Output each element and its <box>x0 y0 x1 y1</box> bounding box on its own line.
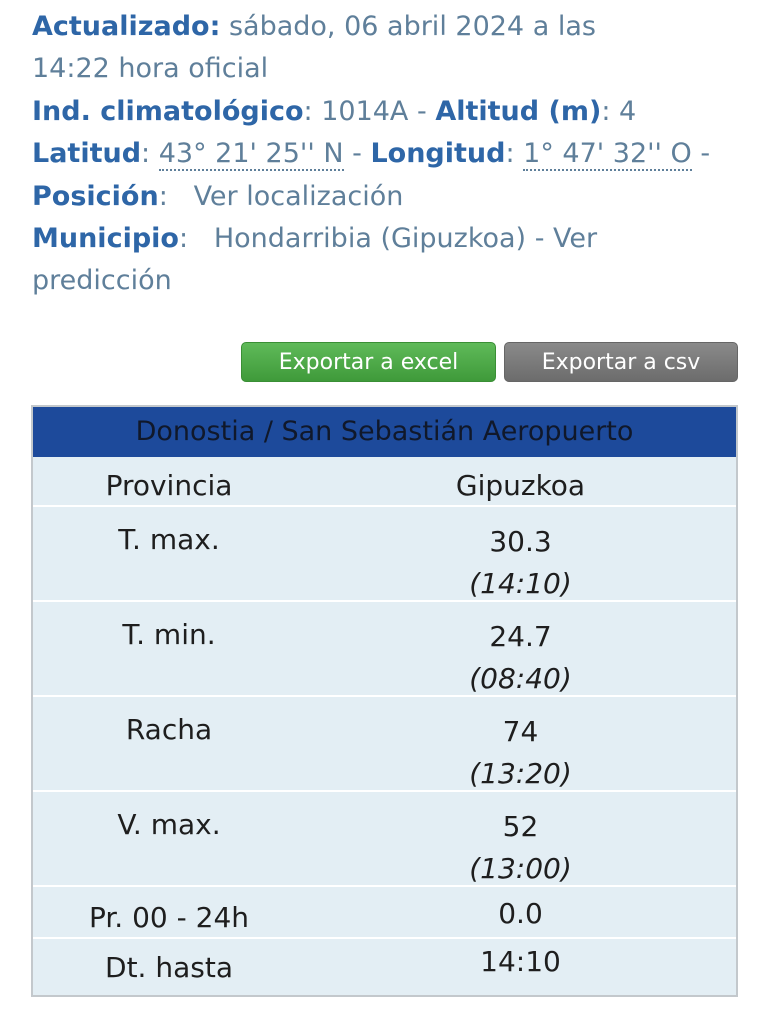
row-label: Racha <box>125 713 213 746</box>
indicator-label: Ind. climatológico <box>32 95 304 127</box>
altitude-value: 4 <box>619 95 637 127</box>
row-value: 52 <box>502 810 539 843</box>
table-row <box>33 602 736 697</box>
indicator-line: Ind. climatológico: 1014A - Altitud (m): 4 <box>32 95 637 127</box>
table-header <box>33 407 736 457</box>
longitude-value[interactable]: 1° 47' 32'' O <box>523 138 692 170</box>
row-value: 0.0 <box>498 897 543 930</box>
position-line: Posición: Ver localización <box>32 180 404 212</box>
export-excel-button[interactable]: Exportar a excel <box>241 342 496 382</box>
row-value: 14:10 <box>480 945 561 978</box>
row-label: Provincia <box>105 469 233 502</box>
municipality-label: Municipio <box>32 223 179 255</box>
table-row <box>33 792 736 887</box>
table-row <box>33 507 736 602</box>
row-value: 74 <box>502 715 539 748</box>
row-value-cell <box>305 697 736 790</box>
municipality-value: Hondarribia (Gipuzkoa) <box>213 223 527 255</box>
station-data-table <box>31 405 738 997</box>
prediction-link[interactable]: Ver <box>553 223 598 255</box>
prediction-line <box>32 260 732 302</box>
updated-line-2 <box>32 48 732 90</box>
row-label: Dt. hasta <box>105 951 233 984</box>
row-value-cell <box>305 792 736 885</box>
municipality-line: Municipio: Hondarribia (Gipuzkoa) - Ver <box>32 223 598 255</box>
indicator-value: 1014A <box>321 95 409 127</box>
updated-time: 14:22 hora oficial <box>32 53 269 85</box>
updated-label: Actualizado: <box>32 11 221 42</box>
row-value: Gipuzkoa <box>455 469 586 502</box>
table-row <box>33 939 736 989</box>
row-label: Pr. 00 - 24h <box>88 901 250 934</box>
prediction-link-cont[interactable]: predicción <box>32 265 172 297</box>
station-name: Donostia / San Sebastián Aeropuerto <box>135 416 634 447</box>
station-info <box>32 6 732 303</box>
row-time: (14:10) <box>469 567 572 600</box>
altitude-label: Altitud (m) <box>435 95 602 127</box>
row-value: 30.3 <box>489 525 552 558</box>
latitude-label: Latitud <box>32 138 142 170</box>
row-label: V. max. <box>117 808 221 841</box>
position-label: Posición <box>32 180 159 212</box>
row-time: (13:20) <box>469 757 572 790</box>
coordinates-line: Latitud: 43° 21' 25'' N - Longitud: 1° 47' 32'' O - <box>32 138 711 170</box>
table-row <box>33 887 736 939</box>
row-label: T. max. <box>118 523 220 556</box>
export-csv-button[interactable]: Exportar a csv <box>504 342 738 382</box>
row-value: 24.7 <box>489 620 552 653</box>
row-value-cell <box>305 602 736 695</box>
row-time: (13:00) <box>469 852 572 885</box>
latitude-value[interactable]: 43° 21' 25'' N <box>158 138 344 170</box>
row-value-cell <box>305 507 736 600</box>
updated-value: sábado, 06 abril 2024 a las <box>228 11 596 42</box>
position-link[interactable]: Ver localización <box>193 180 404 212</box>
table-row <box>33 697 736 792</box>
updated-line <box>32 6 732 48</box>
row-label: T. min. <box>122 618 216 651</box>
row-time: (08:40) <box>469 662 572 695</box>
table-row <box>33 457 736 507</box>
longitude-label: Longitud <box>370 138 506 170</box>
